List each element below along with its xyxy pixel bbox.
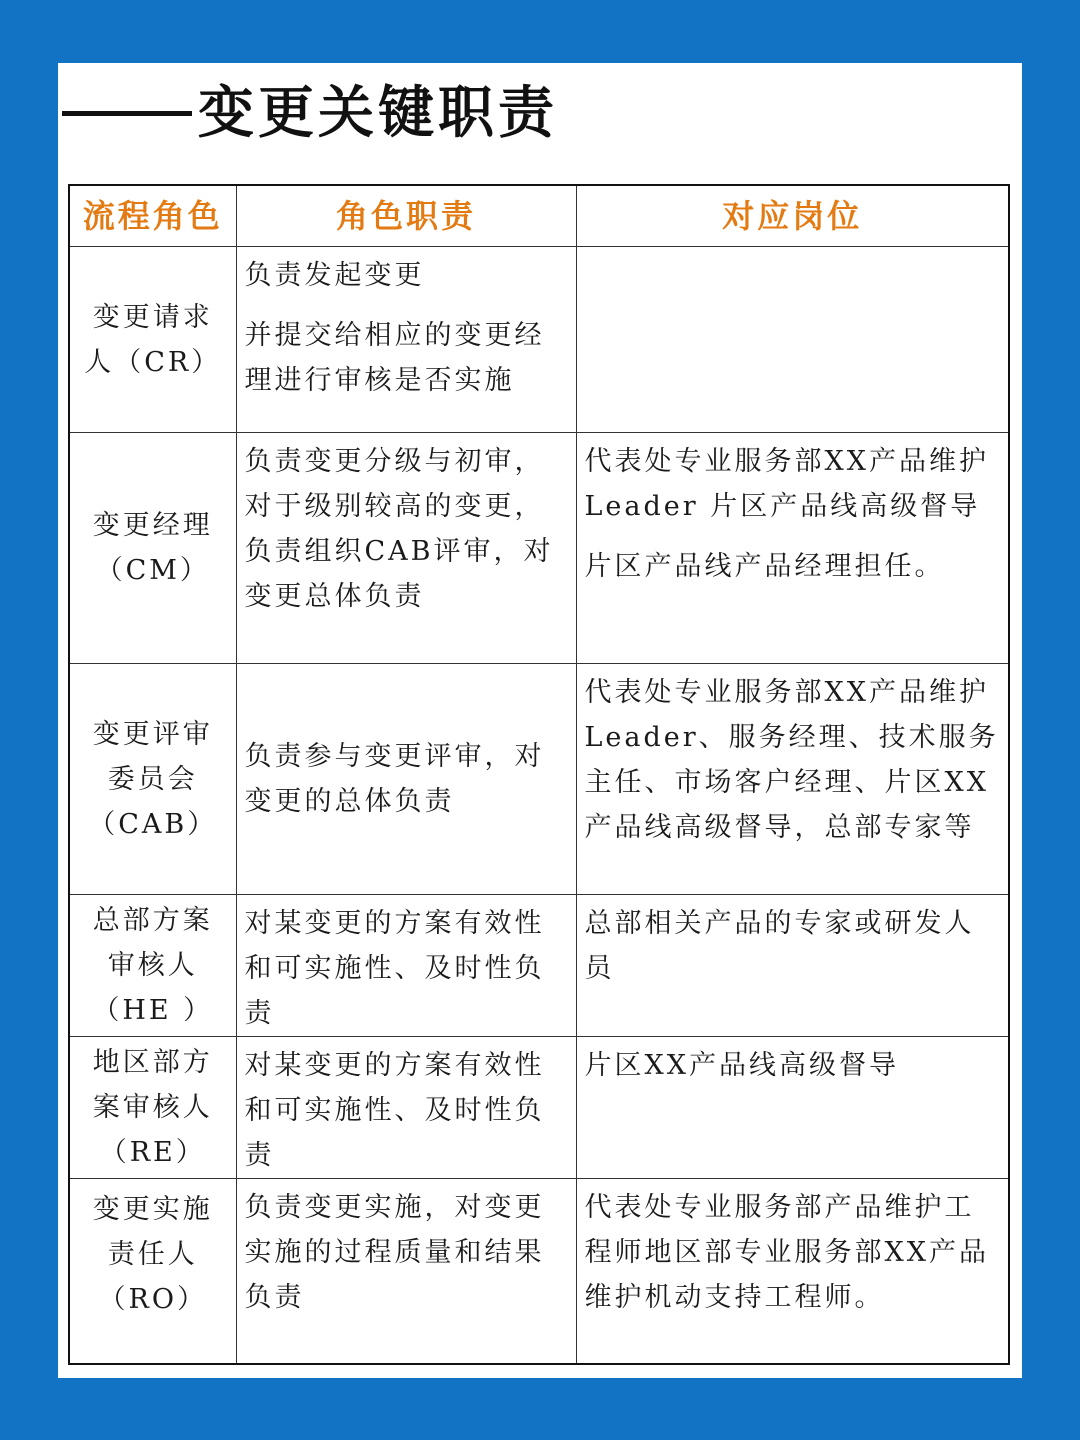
duty-cell — [236, 1037, 576, 1179]
page-title-text: 变更关键职责 — [198, 80, 558, 146]
duty-cell — [236, 895, 576, 1037]
duty-cell — [236, 1179, 576, 1364]
table-row — [69, 664, 1009, 895]
role-cell: 地区部方案审核人（RE） — [69, 1037, 236, 1179]
duty-cell — [236, 247, 576, 433]
duty-text: 对某变更的方案有效性和可实施性、及时性负责 — [244, 908, 545, 1029]
table-row — [69, 247, 1009, 433]
table-header-row — [69, 185, 1009, 247]
post-text: 片区XX产品线高级督导 — [584, 1050, 899, 1081]
post-text: 片区产品线产品经理担任。 — [584, 551, 945, 582]
duty-text: 负责变更分级与初审，对于级别较高的变更，负责组织CAB评审，对变更总体负责 — [244, 446, 554, 612]
header-duty: 角色职责 — [236, 185, 576, 247]
post-text: 代表处专业服务部产品维护工程师地区部专业服务部XX产品维护机动支持工程师。 — [584, 1192, 989, 1313]
duty-text: 负责发起变更 — [244, 260, 425, 291]
duty-cell — [236, 664, 576, 895]
duty-text: 对某变更的方案有效性和可实施性、及时性负责 — [244, 1050, 545, 1171]
post-text: 代表处专业服务部XX产品维护Leader、服务经理、技术服务主任、市场客户经理、片区XX产品线高级督导，总部专家等 — [584, 677, 999, 843]
role-cell: 变更请求人（CR） — [69, 247, 236, 433]
duty-text: 负责参与变更评审，对变更的总体负责 — [244, 741, 545, 817]
table-row — [69, 433, 1009, 664]
header-post: 对应岗位 — [576, 185, 1009, 247]
role-cell: 变更评审委员会（CAB） — [69, 664, 236, 895]
table-row — [69, 895, 1009, 1037]
post-cell — [576, 247, 1009, 433]
table-row — [69, 1179, 1009, 1364]
post-cell — [576, 664, 1009, 895]
post-cell — [576, 1037, 1009, 1179]
duty-text: 负责变更实施，对变更实施的过程质量和结果负责 — [244, 1192, 545, 1313]
page-title — [62, 63, 558, 163]
post-cell — [576, 433, 1009, 664]
post-cell — [576, 895, 1009, 1037]
post-cell — [576, 1179, 1009, 1364]
role-cell: 总部方案审核人（HE ） — [69, 895, 236, 1037]
post-text: 总部相关产品的专家或研发人员 — [584, 908, 975, 984]
header-role: 流程角色 — [69, 185, 236, 247]
post-text: 代表处专业服务部XX产品维护Leader 片区产品线高级督导 — [584, 446, 989, 522]
duty-text: 并提交给相应的变更经理进行审核是否实施 — [244, 320, 545, 396]
role-cell: 变更实施责任人（RO） — [69, 1179, 236, 1364]
title-dash — [62, 111, 192, 116]
responsibility-table — [68, 184, 1010, 1365]
table-row — [69, 1037, 1009, 1179]
role-cell: 变更经理（CM） — [69, 433, 236, 664]
duty-cell — [236, 433, 576, 664]
content-panel — [58, 63, 1022, 1378]
